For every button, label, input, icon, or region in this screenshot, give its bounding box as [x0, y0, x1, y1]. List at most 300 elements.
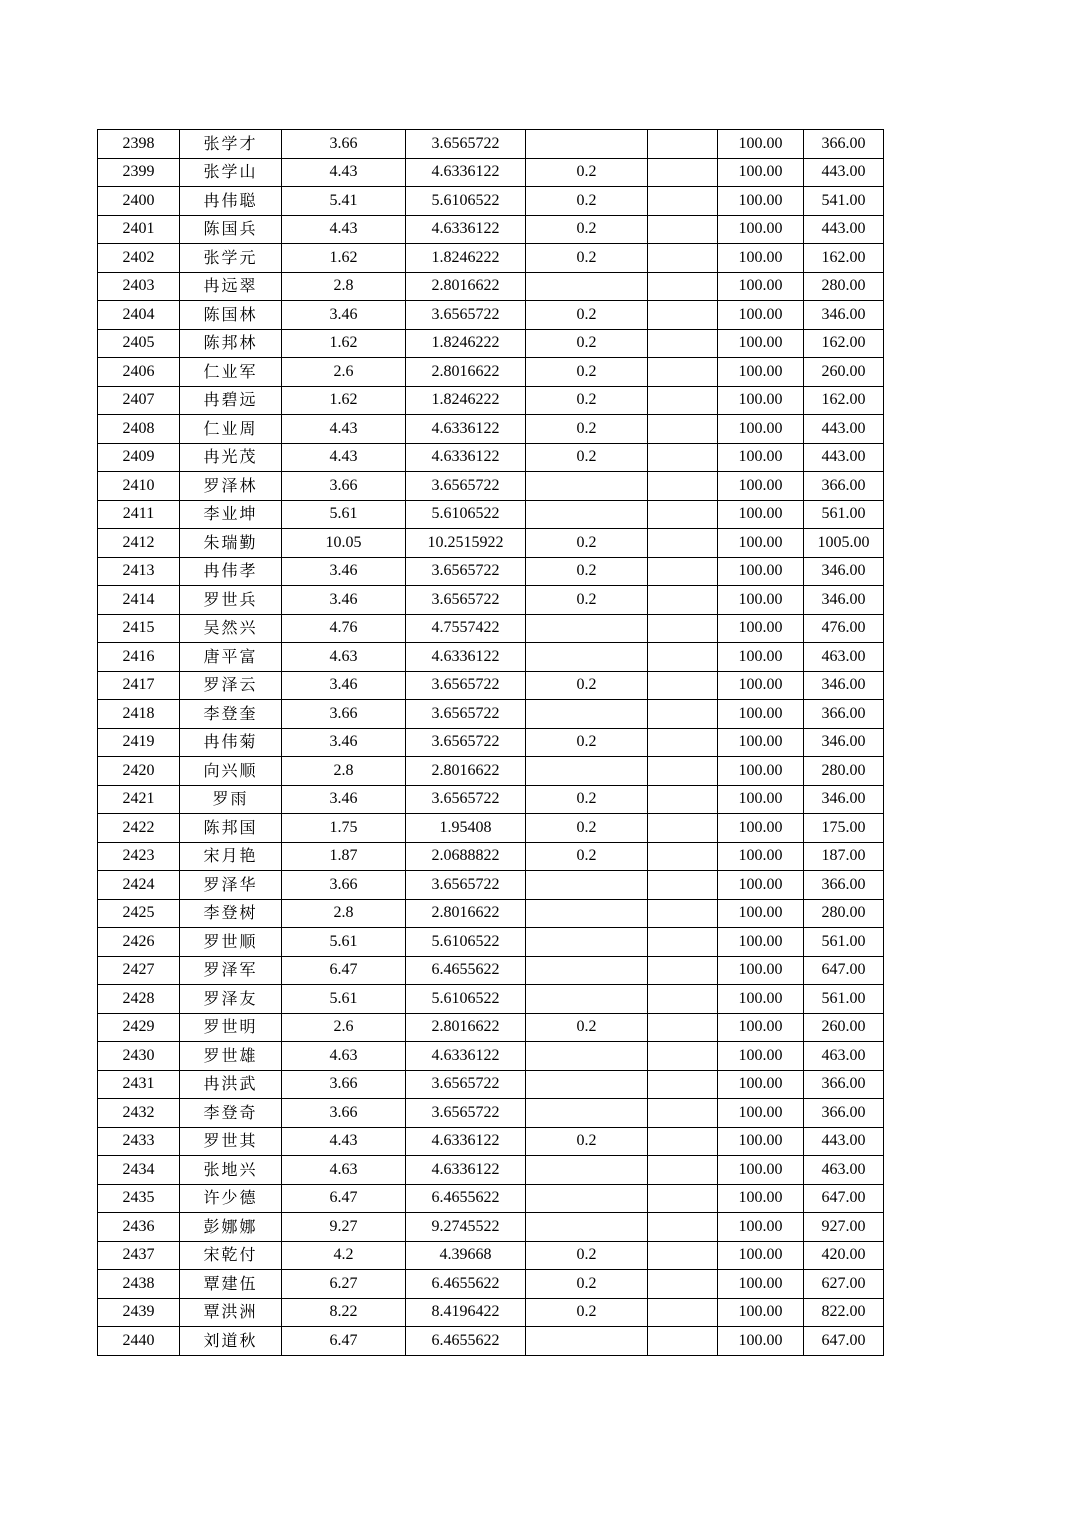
- rate-cell: 100.00: [718, 1070, 804, 1099]
- row-number-cell: 2422: [98, 814, 180, 843]
- name-cell: 张学元: [180, 244, 282, 273]
- name-cell: 陈国林: [180, 301, 282, 330]
- value-d-cell: [648, 301, 718, 330]
- table-row: [98, 700, 884, 729]
- row-number-cell: 2411: [98, 500, 180, 529]
- table-row: [98, 500, 884, 529]
- amount-cell: 647.00: [804, 956, 884, 985]
- rate-cell: 100.00: [718, 1298, 804, 1327]
- amount-cell: 346.00: [804, 785, 884, 814]
- amount-cell: 476.00: [804, 614, 884, 643]
- name-cell: 陈邦国: [180, 814, 282, 843]
- rate-cell: 100.00: [718, 871, 804, 900]
- value-a-cell: 4.43: [282, 158, 406, 187]
- value-a-cell: 3.66: [282, 130, 406, 159]
- value-d-cell: [648, 244, 718, 273]
- rate-cell: 100.00: [718, 1099, 804, 1128]
- table-row: [98, 415, 884, 444]
- name-cell: 冉远翠: [180, 272, 282, 301]
- rate-cell: 100.00: [718, 643, 804, 672]
- table-row: [98, 1013, 884, 1042]
- value-a-cell: 1.62: [282, 386, 406, 415]
- value-a-cell: 2.8: [282, 272, 406, 301]
- name-cell: 罗世雄: [180, 1042, 282, 1071]
- rate-cell: 100.00: [718, 728, 804, 757]
- value-b-cell: 3.6565722: [406, 557, 526, 586]
- table-row: [98, 586, 884, 615]
- row-number-cell: 2398: [98, 130, 180, 159]
- value-d-cell: [648, 956, 718, 985]
- name-cell: 覃建伍: [180, 1270, 282, 1299]
- value-c-cell: 0.2: [526, 529, 648, 558]
- value-a-cell: 1.87: [282, 842, 406, 871]
- name-cell: 罗世兵: [180, 586, 282, 615]
- value-b-cell: 4.39668: [406, 1241, 526, 1270]
- value-a-cell: 4.43: [282, 415, 406, 444]
- value-a-cell: 3.66: [282, 1099, 406, 1128]
- row-number-cell: 2407: [98, 386, 180, 415]
- rate-cell: 100.00: [718, 614, 804, 643]
- row-number-cell: 2418: [98, 700, 180, 729]
- value-a-cell: 6.47: [282, 956, 406, 985]
- value-d-cell: [648, 643, 718, 672]
- value-a-cell: 2.6: [282, 358, 406, 387]
- rate-cell: 100.00: [718, 329, 804, 358]
- value-a-cell: 4.43: [282, 443, 406, 472]
- value-b-cell: 3.6565722: [406, 130, 526, 159]
- amount-cell: 463.00: [804, 643, 884, 672]
- name-cell: 罗世明: [180, 1013, 282, 1042]
- value-c-cell: [526, 130, 648, 159]
- table-row: [98, 272, 884, 301]
- name-cell: 冉伟菊: [180, 728, 282, 757]
- amount-cell: 443.00: [804, 415, 884, 444]
- row-number-cell: 2437: [98, 1241, 180, 1270]
- row-number-cell: 2419: [98, 728, 180, 757]
- value-c-cell: 0.2: [526, 671, 648, 700]
- name-cell: 冉伟孝: [180, 557, 282, 586]
- table-row: [98, 871, 884, 900]
- row-number-cell: 2440: [98, 1327, 180, 1356]
- value-b-cell: 2.0688822: [406, 842, 526, 871]
- value-b-cell: 4.6336122: [406, 1127, 526, 1156]
- amount-cell: 346.00: [804, 671, 884, 700]
- amount-cell: 647.00: [804, 1327, 884, 1356]
- value-d-cell: [648, 358, 718, 387]
- value-b-cell: 1.8246222: [406, 386, 526, 415]
- row-number-cell: 2420: [98, 757, 180, 786]
- value-b-cell: 4.6336122: [406, 643, 526, 672]
- value-c-cell: 0.2: [526, 1127, 648, 1156]
- amount-cell: 280.00: [804, 899, 884, 928]
- value-d-cell: [648, 1127, 718, 1156]
- value-c-cell: [526, 928, 648, 957]
- value-b-cell: 3.6565722: [406, 586, 526, 615]
- table-row: [98, 1156, 884, 1185]
- row-number-cell: 2435: [98, 1184, 180, 1213]
- name-cell: 李业坤: [180, 500, 282, 529]
- table-row: [98, 187, 884, 216]
- table-body: [98, 130, 884, 1356]
- value-a-cell: 5.61: [282, 500, 406, 529]
- row-number-cell: 2414: [98, 586, 180, 615]
- value-c-cell: [526, 272, 648, 301]
- value-d-cell: [648, 472, 718, 501]
- value-d-cell: [648, 1099, 718, 1128]
- row-number-cell: 2434: [98, 1156, 180, 1185]
- value-b-cell: 3.6565722: [406, 472, 526, 501]
- value-d-cell: [648, 985, 718, 1014]
- rate-cell: 100.00: [718, 1127, 804, 1156]
- value-d-cell: [648, 700, 718, 729]
- value-b-cell: 10.2515922: [406, 529, 526, 558]
- row-number-cell: 2406: [98, 358, 180, 387]
- value-c-cell: [526, 1156, 648, 1185]
- value-c-cell: 0.2: [526, 1298, 648, 1327]
- amount-cell: 260.00: [804, 1013, 884, 1042]
- value-a-cell: 3.46: [282, 301, 406, 330]
- value-a-cell: 3.66: [282, 472, 406, 501]
- data-table: [97, 129, 884, 1356]
- value-a-cell: 6.27: [282, 1270, 406, 1299]
- row-number-cell: 2415: [98, 614, 180, 643]
- row-number-cell: 2429: [98, 1013, 180, 1042]
- amount-cell: 822.00: [804, 1298, 884, 1327]
- table-row: [98, 1327, 884, 1356]
- value-c-cell: 0.2: [526, 586, 648, 615]
- name-cell: 朱瑞勤: [180, 529, 282, 558]
- value-d-cell: [648, 329, 718, 358]
- row-number-cell: 2417: [98, 671, 180, 700]
- amount-cell: 162.00: [804, 386, 884, 415]
- table-row: [98, 614, 884, 643]
- value-b-cell: 4.6336122: [406, 415, 526, 444]
- table-row: [98, 814, 884, 843]
- value-c-cell: 0.2: [526, 1013, 648, 1042]
- amount-cell: 1005.00: [804, 529, 884, 558]
- value-b-cell: 3.6565722: [406, 301, 526, 330]
- rate-cell: 100.00: [718, 757, 804, 786]
- amount-cell: 346.00: [804, 586, 884, 615]
- value-b-cell: 4.6336122: [406, 1042, 526, 1071]
- name-cell: 冉洪武: [180, 1070, 282, 1099]
- value-c-cell: 0.2: [526, 329, 648, 358]
- value-c-cell: [526, 614, 648, 643]
- value-a-cell: 5.41: [282, 187, 406, 216]
- name-cell: 陈邦林: [180, 329, 282, 358]
- value-c-cell: 0.2: [526, 1270, 648, 1299]
- table-row: [98, 130, 884, 159]
- value-b-cell: 3.6565722: [406, 785, 526, 814]
- row-number-cell: 2408: [98, 415, 180, 444]
- rate-cell: 100.00: [718, 1270, 804, 1299]
- value-c-cell: 0.2: [526, 358, 648, 387]
- table-row: [98, 785, 884, 814]
- value-c-cell: 0.2: [526, 443, 648, 472]
- value-d-cell: [648, 728, 718, 757]
- value-c-cell: [526, 871, 648, 900]
- value-d-cell: [648, 1213, 718, 1242]
- table-row: [98, 301, 884, 330]
- value-a-cell: 4.63: [282, 643, 406, 672]
- name-cell: 唐平富: [180, 643, 282, 672]
- row-number-cell: 2436: [98, 1213, 180, 1242]
- table-row: [98, 956, 884, 985]
- name-cell: 冉伟聪: [180, 187, 282, 216]
- value-b-cell: 8.4196422: [406, 1298, 526, 1327]
- rate-cell: 100.00: [718, 472, 804, 501]
- amount-cell: 463.00: [804, 1156, 884, 1185]
- row-number-cell: 2433: [98, 1127, 180, 1156]
- name-cell: 罗世顺: [180, 928, 282, 957]
- amount-cell: 260.00: [804, 358, 884, 387]
- value-c-cell: 0.2: [526, 814, 648, 843]
- row-number-cell: 2405: [98, 329, 180, 358]
- amount-cell: 187.00: [804, 842, 884, 871]
- table-row: [98, 842, 884, 871]
- amount-cell: 443.00: [804, 215, 884, 244]
- name-cell: 李登树: [180, 899, 282, 928]
- value-a-cell: 3.46: [282, 557, 406, 586]
- value-c-cell: [526, 956, 648, 985]
- table-row: [98, 529, 884, 558]
- name-cell: 冉碧远: [180, 386, 282, 415]
- value-c-cell: 0.2: [526, 187, 648, 216]
- row-number-cell: 2432: [98, 1099, 180, 1128]
- amount-cell: 463.00: [804, 1042, 884, 1071]
- value-a-cell: 6.47: [282, 1184, 406, 1213]
- rate-cell: 100.00: [718, 415, 804, 444]
- value-d-cell: [648, 529, 718, 558]
- rate-cell: 100.00: [718, 1327, 804, 1356]
- value-c-cell: [526, 1327, 648, 1356]
- value-b-cell: 5.6106522: [406, 500, 526, 529]
- rate-cell: 100.00: [718, 215, 804, 244]
- rate-cell: 100.00: [718, 785, 804, 814]
- value-b-cell: 5.6106522: [406, 985, 526, 1014]
- row-number-cell: 2425: [98, 899, 180, 928]
- name-cell: 张地兴: [180, 1156, 282, 1185]
- value-d-cell: [648, 1156, 718, 1185]
- value-c-cell: 0.2: [526, 785, 648, 814]
- row-number-cell: 2438: [98, 1270, 180, 1299]
- value-b-cell: 9.2745522: [406, 1213, 526, 1242]
- value-d-cell: [648, 1298, 718, 1327]
- value-d-cell: [648, 757, 718, 786]
- value-d-cell: [648, 215, 718, 244]
- value-a-cell: 1.62: [282, 329, 406, 358]
- rate-cell: 100.00: [718, 187, 804, 216]
- value-a-cell: 3.46: [282, 671, 406, 700]
- value-a-cell: 3.46: [282, 728, 406, 757]
- value-b-cell: 3.6565722: [406, 1099, 526, 1128]
- name-cell: 罗泽友: [180, 985, 282, 1014]
- amount-cell: 443.00: [804, 1127, 884, 1156]
- name-cell: 冉光茂: [180, 443, 282, 472]
- value-c-cell: 0.2: [526, 386, 648, 415]
- value-a-cell: 4.43: [282, 215, 406, 244]
- value-b-cell: 6.4655622: [406, 1327, 526, 1356]
- amount-cell: 366.00: [804, 1070, 884, 1099]
- row-number-cell: 2399: [98, 158, 180, 187]
- rate-cell: 100.00: [718, 1241, 804, 1270]
- amount-cell: 443.00: [804, 158, 884, 187]
- value-b-cell: 1.95408: [406, 814, 526, 843]
- rate-cell: 100.00: [718, 130, 804, 159]
- table-row: [98, 358, 884, 387]
- row-number-cell: 2413: [98, 557, 180, 586]
- amount-cell: 162.00: [804, 329, 884, 358]
- name-cell: 张学才: [180, 130, 282, 159]
- table-row: [98, 329, 884, 358]
- row-number-cell: 2416: [98, 643, 180, 672]
- amount-cell: 366.00: [804, 700, 884, 729]
- name-cell: 彭娜娜: [180, 1213, 282, 1242]
- rate-cell: 100.00: [718, 985, 804, 1014]
- rate-cell: 100.00: [718, 386, 804, 415]
- table-row: [98, 1298, 884, 1327]
- value-d-cell: [648, 614, 718, 643]
- value-a-cell: 9.27: [282, 1213, 406, 1242]
- name-cell: 仁业军: [180, 358, 282, 387]
- amount-cell: 280.00: [804, 272, 884, 301]
- amount-cell: 647.00: [804, 1184, 884, 1213]
- name-cell: 仁业周: [180, 415, 282, 444]
- row-number-cell: 2401: [98, 215, 180, 244]
- value-b-cell: 4.7557422: [406, 614, 526, 643]
- value-a-cell: 3.66: [282, 700, 406, 729]
- value-d-cell: [648, 187, 718, 216]
- value-b-cell: 3.6565722: [406, 700, 526, 729]
- value-b-cell: 5.6106522: [406, 928, 526, 957]
- rate-cell: 100.00: [718, 1184, 804, 1213]
- table-row: [98, 1127, 884, 1156]
- value-d-cell: [648, 386, 718, 415]
- value-c-cell: 0.2: [526, 244, 648, 273]
- amount-cell: 346.00: [804, 728, 884, 757]
- name-cell: 罗世其: [180, 1127, 282, 1156]
- rate-cell: 100.00: [718, 700, 804, 729]
- value-c-cell: 0.2: [526, 1241, 648, 1270]
- rate-cell: 100.00: [718, 557, 804, 586]
- value-b-cell: 6.4655622: [406, 1270, 526, 1299]
- value-b-cell: 4.6336122: [406, 158, 526, 187]
- value-c-cell: [526, 643, 648, 672]
- value-a-cell: 4.63: [282, 1156, 406, 1185]
- value-a-cell: 2.6: [282, 1013, 406, 1042]
- value-a-cell: 8.22: [282, 1298, 406, 1327]
- row-number-cell: 2404: [98, 301, 180, 330]
- value-b-cell: 3.6565722: [406, 1070, 526, 1099]
- value-d-cell: [648, 557, 718, 586]
- value-c-cell: [526, 500, 648, 529]
- value-c-cell: [526, 1213, 648, 1242]
- amount-cell: 561.00: [804, 985, 884, 1014]
- row-number-cell: 2430: [98, 1042, 180, 1071]
- rate-cell: 100.00: [718, 529, 804, 558]
- value-b-cell: 2.8016622: [406, 757, 526, 786]
- value-d-cell: [648, 814, 718, 843]
- rate-cell: 100.00: [718, 842, 804, 871]
- row-number-cell: 2409: [98, 443, 180, 472]
- value-d-cell: [648, 443, 718, 472]
- name-cell: 宋月艳: [180, 842, 282, 871]
- table-row: [98, 1241, 884, 1270]
- value-d-cell: [648, 671, 718, 700]
- name-cell: 覃洪洲: [180, 1298, 282, 1327]
- table-row: [98, 899, 884, 928]
- amount-cell: 280.00: [804, 757, 884, 786]
- value-a-cell: 6.47: [282, 1327, 406, 1356]
- value-c-cell: 0.2: [526, 728, 648, 757]
- value-a-cell: 4.76: [282, 614, 406, 643]
- amount-cell: 366.00: [804, 130, 884, 159]
- row-number-cell: 2410: [98, 472, 180, 501]
- name-cell: 刘道秋: [180, 1327, 282, 1356]
- value-a-cell: 3.46: [282, 586, 406, 615]
- value-c-cell: 0.2: [526, 158, 648, 187]
- value-d-cell: [648, 1241, 718, 1270]
- row-number-cell: 2426: [98, 928, 180, 957]
- name-cell: 向兴顺: [180, 757, 282, 786]
- table-row: [98, 158, 884, 187]
- name-cell: 罗泽军: [180, 956, 282, 985]
- table-row: [98, 928, 884, 957]
- rate-cell: 100.00: [718, 814, 804, 843]
- value-c-cell: [526, 700, 648, 729]
- rate-cell: 100.00: [718, 1213, 804, 1242]
- value-d-cell: [648, 1327, 718, 1356]
- amount-cell: 420.00: [804, 1241, 884, 1270]
- value-d-cell: [648, 500, 718, 529]
- rate-cell: 100.00: [718, 928, 804, 957]
- table-row: [98, 728, 884, 757]
- table-row: [98, 1099, 884, 1128]
- row-number-cell: 2427: [98, 956, 180, 985]
- table-row: [98, 671, 884, 700]
- value-b-cell: 5.6106522: [406, 187, 526, 216]
- value-b-cell: 2.8016622: [406, 899, 526, 928]
- name-cell: 罗泽云: [180, 671, 282, 700]
- value-b-cell: 2.8016622: [406, 272, 526, 301]
- value-b-cell: 4.6336122: [406, 1156, 526, 1185]
- table-row: [98, 1042, 884, 1071]
- table-row: [98, 215, 884, 244]
- table-row: [98, 244, 884, 273]
- value-d-cell: [648, 586, 718, 615]
- value-d-cell: [648, 1184, 718, 1213]
- amount-cell: 561.00: [804, 500, 884, 529]
- rate-cell: 100.00: [718, 586, 804, 615]
- name-cell: 张学山: [180, 158, 282, 187]
- value-d-cell: [648, 1013, 718, 1042]
- value-a-cell: 2.8: [282, 757, 406, 786]
- rate-cell: 100.00: [718, 158, 804, 187]
- value-b-cell: 2.8016622: [406, 358, 526, 387]
- rate-cell: 100.00: [718, 272, 804, 301]
- rate-cell: 100.00: [718, 1042, 804, 1071]
- value-d-cell: [648, 842, 718, 871]
- value-d-cell: [648, 272, 718, 301]
- name-cell: 宋乾付: [180, 1241, 282, 1270]
- value-a-cell: 5.61: [282, 985, 406, 1014]
- table-row: [98, 985, 884, 1014]
- row-number-cell: 2428: [98, 985, 180, 1014]
- table-row: [98, 443, 884, 472]
- value-c-cell: [526, 757, 648, 786]
- amount-cell: 366.00: [804, 1099, 884, 1128]
- value-c-cell: 0.2: [526, 301, 648, 330]
